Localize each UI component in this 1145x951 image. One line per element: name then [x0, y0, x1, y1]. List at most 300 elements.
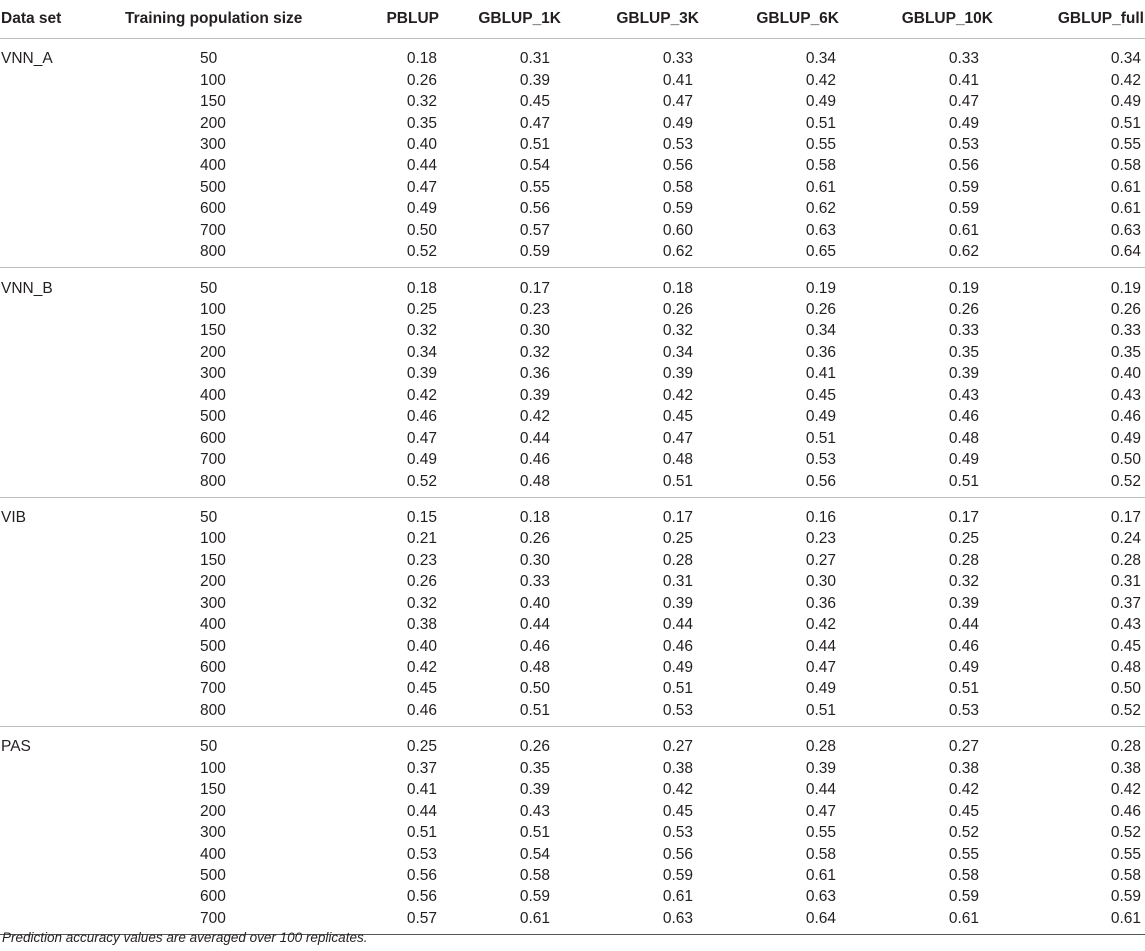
accuracy-value-cell: 0.42 [519, 408, 550, 426]
accuracy-value-cell: 0.44 [948, 616, 979, 634]
data-set-cell [0, 678, 100, 699]
header-gblup-10k: GBLUP_10K [868, 0, 1011, 39]
data-set-cell [0, 134, 100, 155]
accuracy-value-cell: 0.24 [1110, 530, 1141, 548]
table-row [0, 91, 1145, 112]
data-set-cell [0, 843, 100, 864]
accuracy-value-cell: 0.38 [948, 759, 979, 777]
accuracy-value-cell: 0.51 [439, 700, 582, 727]
accuracy-value-cell: 0.49 [948, 659, 979, 677]
data-set-cell: VNN_B [1, 279, 53, 297]
training-size-cell: 400 [200, 616, 226, 634]
accuracy-value-cell: 0.42 [1110, 71, 1141, 89]
accuracy-value-cell: 0.40 [1110, 365, 1141, 383]
accuracy-value-cell: 0.45 [662, 408, 693, 426]
accuracy-value-cell: 0.53 [868, 700, 1011, 727]
header-row [0, 0, 1145, 39]
table-row [0, 177, 1145, 198]
accuracy-value-cell: 0.61 [1110, 178, 1141, 196]
accuracy-value-cell: 0.55 [519, 178, 550, 196]
accuracy-value-cell: 0.39 [406, 365, 437, 383]
table-row [0, 198, 1145, 219]
accuracy-value-cell: 0.62 [805, 200, 836, 218]
data-set-cell [0, 657, 100, 678]
data-set-cell [0, 779, 100, 800]
accuracy-value-cell: 0.35 [406, 114, 437, 132]
data-set-cell [0, 177, 100, 198]
data-group-vnn-a [0, 39, 1145, 268]
accuracy-value-cell: 0.45 [662, 802, 693, 820]
data-set-cell: VNN_A [1, 50, 53, 68]
data-set-cell [0, 886, 100, 907]
accuracy-value-cell: 0.35 [1110, 343, 1141, 361]
table-row [0, 112, 1145, 133]
accuracy-value-cell: 0.19 [805, 279, 836, 297]
accuracy-value-cell: 0.43 [948, 386, 979, 404]
accuracy-value-cell: 0.60 [662, 221, 693, 239]
accuracy-value-cell: 0.34 [662, 343, 693, 361]
accuracy-value-cell: 0.53 [805, 451, 836, 469]
header-pblup: PBLUP [320, 0, 439, 39]
accuracy-value-cell: 0.58 [805, 157, 836, 175]
accuracy-value-cell: 0.61 [948, 221, 979, 239]
data-set-cell: PAS [1, 738, 31, 756]
accuracy-value-cell: 0.45 [519, 93, 550, 111]
table-row [0, 449, 1145, 470]
accuracy-value-cell: 0.46 [662, 637, 693, 655]
accuracy-value-cell: 0.51 [868, 470, 1011, 497]
accuracy-value-cell: 0.32 [948, 573, 979, 591]
accuracy-value-cell: 0.43 [1110, 616, 1141, 634]
table-row [0, 635, 1145, 656]
accuracy-value-cell: 0.31 [519, 50, 550, 68]
accuracy-value-cell: 0.59 [948, 888, 979, 906]
training-size-cell: 50 [200, 279, 218, 297]
training-size-cell: 600 [200, 200, 226, 218]
training-size-cell: 200 [200, 573, 226, 591]
table-row [0, 528, 1145, 549]
accuracy-value-cell: 0.28 [805, 738, 836, 756]
accuracy-value-cell: 0.17 [662, 508, 693, 526]
accuracy-value-cell: 0.58 [662, 178, 693, 196]
data-set-cell [0, 69, 100, 90]
accuracy-value-cell: 0.57 [320, 908, 439, 935]
header-gblup-3k: GBLUP_3K [582, 0, 725, 39]
training-size-cell: 600 [200, 659, 226, 677]
accuracy-value-cell: 0.44 [662, 616, 693, 634]
training-size-cell: 700 [200, 221, 226, 239]
accuracy-value-cell: 0.41 [805, 365, 836, 383]
accuracy-value-cell: 0.37 [1110, 594, 1141, 612]
accuracy-value-cell: 0.55 [805, 135, 836, 153]
accuracy-value-cell: 0.51 [948, 680, 979, 698]
accuracy-value-cell: 0.47 [662, 93, 693, 111]
accuracy-value-cell: 0.44 [519, 616, 550, 634]
accuracy-value-cell: 0.26 [406, 71, 437, 89]
accuracy-value-cell: 0.58 [1110, 866, 1141, 884]
accuracy-value-cell: 0.30 [805, 573, 836, 591]
accuracy-value-cell: 0.28 [1110, 738, 1141, 756]
accuracy-value-cell: 0.46 [948, 637, 979, 655]
accuracy-value-cell: 0.52 [1011, 700, 1145, 727]
accuracy-value-cell: 0.51 [519, 824, 550, 842]
accuracy-value-cell: 0.48 [439, 470, 582, 497]
training-size-cell: 150 [200, 551, 226, 569]
accuracy-value-cell: 0.46 [519, 451, 550, 469]
accuracy-value-cell: 0.59 [948, 200, 979, 218]
accuracy-value-cell: 0.53 [406, 845, 437, 863]
accuracy-value-cell: 0.33 [519, 573, 550, 591]
accuracy-value-cell: 0.42 [948, 781, 979, 799]
accuracy-value-cell: 0.53 [662, 824, 693, 842]
accuracy-value-cell: 0.27 [805, 551, 836, 569]
accuracy-value-cell: 0.42 [662, 386, 693, 404]
accuracy-value-cell: 0.27 [662, 738, 693, 756]
training-size-cell: 100 [200, 71, 226, 89]
table-footnote: Prediction accuracy values are averaged over 100 replicates. [2, 930, 368, 945]
accuracy-value-cell: 0.51 [805, 429, 836, 447]
accuracy-value-cell: 0.26 [519, 738, 550, 756]
accuracy-value-cell: 0.35 [948, 343, 979, 361]
accuracy-value-cell: 0.58 [1110, 157, 1141, 175]
accuracy-value-cell: 0.49 [1110, 429, 1141, 447]
table-header [0, 0, 1145, 39]
accuracy-value-cell: 0.61 [805, 866, 836, 884]
accuracy-value-cell: 0.61 [1011, 908, 1145, 935]
accuracy-value-cell: 0.19 [948, 279, 979, 297]
data-set-cell [0, 320, 100, 341]
accuracy-value-cell: 0.46 [519, 637, 550, 655]
accuracy-value-cell: 0.51 [519, 135, 550, 153]
accuracy-value-cell: 0.49 [948, 451, 979, 469]
table-row [0, 886, 1145, 907]
accuracy-value-cell: 0.21 [406, 530, 437, 548]
accuracy-value-cell: 0.59 [519, 888, 550, 906]
accuracy-value-cell: 0.47 [805, 802, 836, 820]
training-size-cell: 50 [200, 738, 218, 756]
table-row [0, 614, 1145, 635]
accuracy-value-cell: 0.55 [948, 845, 979, 863]
training-size-cell: 400 [200, 386, 226, 404]
accuracy-value-cell: 0.39 [662, 365, 693, 383]
accuracy-value-cell: 0.54 [519, 157, 550, 175]
accuracy-value-cell: 0.53 [948, 135, 979, 153]
accuracy-value-cell: 0.51 [1110, 114, 1141, 132]
accuracy-value-cell: 0.33 [948, 322, 979, 340]
data-group-vib [0, 497, 1145, 726]
training-size-cell: 100 [200, 530, 226, 548]
header-gblup-6k: GBLUP_6K [725, 0, 868, 39]
accuracy-value-cell: 0.25 [948, 530, 979, 548]
accuracy-value-cell: 0.63 [805, 888, 836, 906]
accuracy-value-cell: 0.33 [662, 50, 693, 68]
accuracy-value-cell: 0.50 [519, 680, 550, 698]
accuracy-value-cell: 0.51 [805, 114, 836, 132]
accuracy-value-cell: 0.38 [662, 759, 693, 777]
table-row [0, 678, 1145, 699]
accuracy-value-cell: 0.26 [406, 573, 437, 591]
accuracy-value-cell: 0.41 [662, 71, 693, 89]
accuracy-value-cell: 0.44 [519, 429, 550, 447]
accuracy-value-cell: 0.52 [1011, 470, 1145, 497]
table-row [0, 241, 1145, 268]
data-set-cell [0, 700, 100, 727]
accuracy-value-cell: 0.47 [406, 178, 437, 196]
accuracy-value-cell: 0.39 [519, 71, 550, 89]
accuracy-value-cell: 0.30 [519, 322, 550, 340]
accuracy-value-cell: 0.18 [519, 508, 550, 526]
training-size-cell: 300 [200, 824, 226, 842]
accuracy-value-cell: 0.42 [805, 616, 836, 634]
table-row [0, 268, 1145, 299]
data-set-cell [0, 155, 100, 176]
accuracy-value-cell: 0.34 [1110, 50, 1141, 68]
accuracy-value-cell: 0.40 [519, 594, 550, 612]
training-size-cell: 50 [200, 50, 218, 68]
accuracy-value-cell: 0.38 [406, 616, 437, 634]
accuracy-value-cell: 0.27 [948, 738, 979, 756]
accuracy-value-cell: 0.32 [406, 594, 437, 612]
accuracy-value-cell: 0.49 [805, 93, 836, 111]
accuracy-value-cell: 0.26 [662, 301, 693, 319]
accuracy-value-cell: 0.45 [948, 802, 979, 820]
table-row [0, 299, 1145, 320]
accuracy-value-cell: 0.32 [406, 322, 437, 340]
accuracy-value-cell: 0.59 [1110, 888, 1141, 906]
accuracy-value-cell: 0.50 [1110, 451, 1141, 469]
accuracy-value-cell: 0.44 [406, 802, 437, 820]
accuracy-value-cell: 0.56 [406, 866, 437, 884]
data-set-cell [0, 342, 100, 363]
accuracy-value-cell: 0.26 [805, 301, 836, 319]
accuracy-value-cell: 0.51 [582, 470, 725, 497]
table-row [0, 800, 1145, 821]
table-row [0, 69, 1145, 90]
accuracy-value-cell: 0.59 [948, 178, 979, 196]
accuracy-value-cell: 0.47 [805, 659, 836, 677]
accuracy-value-cell: 0.28 [948, 551, 979, 569]
data-set-cell [0, 198, 100, 219]
accuracy-value-cell: 0.58 [805, 845, 836, 863]
accuracy-value-cell: 0.62 [868, 241, 1011, 268]
table-row [0, 571, 1145, 592]
accuracy-value-cell: 0.63 [805, 221, 836, 239]
accuracy-value-cell: 0.39 [519, 386, 550, 404]
training-size-cell: 400 [200, 845, 226, 863]
table-row [0, 470, 1145, 497]
accuracy-value-cell: 0.51 [406, 824, 437, 842]
training-size-cell: 150 [200, 781, 226, 799]
table-row [0, 497, 1145, 528]
data-set-cell [0, 449, 100, 470]
accuracy-value-cell: 0.64 [1011, 241, 1145, 268]
accuracy-value-cell: 0.36 [805, 343, 836, 361]
accuracy-value-cell: 0.45 [1110, 637, 1141, 655]
header-data-set: Data set [0, 0, 100, 39]
accuracy-value-cell: 0.56 [725, 470, 868, 497]
accuracy-value-cell: 0.63 [582, 908, 725, 935]
header-training-population-size: Training population size [100, 0, 320, 39]
accuracy-value-cell: 0.16 [805, 508, 836, 526]
accuracy-value-cell: 0.28 [662, 551, 693, 569]
accuracy-value-cell: 0.39 [805, 759, 836, 777]
accuracy-value-cell: 0.56 [948, 157, 979, 175]
data-set-cell [0, 635, 100, 656]
accuracy-value-cell: 0.52 [948, 824, 979, 842]
data-set-cell [0, 385, 100, 406]
training-size-cell: 100 [200, 301, 226, 319]
accuracy-value-cell: 0.33 [1110, 322, 1141, 340]
data-group-pas [0, 727, 1145, 935]
table-row [0, 822, 1145, 843]
accuracy-value-cell: 0.18 [662, 279, 693, 297]
training-size-cell: 700 [200, 451, 226, 469]
table-row [0, 758, 1145, 779]
accuracy-value-cell: 0.44 [805, 781, 836, 799]
accuracy-value-cell: 0.34 [805, 322, 836, 340]
table-row [0, 843, 1145, 864]
accuracy-value-cell: 0.46 [948, 408, 979, 426]
accuracy-value-cell: 0.44 [805, 637, 836, 655]
accuracy-value-cell: 0.52 [320, 470, 439, 497]
accuracy-value-cell: 0.46 [1110, 408, 1141, 426]
header-gblup-full: GBLUP_full [1011, 0, 1145, 39]
training-size-cell: 150 [200, 93, 226, 111]
accuracy-value-cell: 0.45 [805, 386, 836, 404]
accuracy-value-cell: 0.34 [805, 50, 836, 68]
accuracy-value-cell: 0.51 [662, 680, 693, 698]
accuracy-value-cell: 0.59 [439, 241, 582, 268]
table-row [0, 342, 1145, 363]
data-group-vnn-b [0, 268, 1145, 497]
table-row [0, 220, 1145, 241]
accuracy-value-cell: 0.25 [406, 738, 437, 756]
table-row [0, 427, 1145, 448]
data-set-cell [0, 91, 100, 112]
training-size-cell: 800 [100, 700, 320, 727]
accuracy-value-cell: 0.36 [519, 365, 550, 383]
accuracy-value-cell: 0.65 [725, 241, 868, 268]
accuracy-value-cell: 0.19 [1110, 279, 1141, 297]
training-size-cell: 500 [200, 637, 226, 655]
training-size-cell: 500 [200, 408, 226, 426]
table-row [0, 779, 1145, 800]
accuracy-value-cell: 0.48 [662, 451, 693, 469]
accuracy-value-cell: 0.42 [662, 781, 693, 799]
accuracy-value-cell: 0.17 [1110, 508, 1141, 526]
accuracy-value-cell: 0.53 [662, 135, 693, 153]
training-size-cell: 500 [200, 866, 226, 884]
accuracy-value-cell: 0.62 [582, 241, 725, 268]
accuracy-value-cell: 0.52 [320, 241, 439, 268]
accuracy-value-cell: 0.63 [1110, 221, 1141, 239]
accuracy-value-cell: 0.49 [662, 114, 693, 132]
accuracy-value-cell: 0.55 [1110, 135, 1141, 153]
table-row [0, 134, 1145, 155]
accuracy-value-cell: 0.61 [439, 908, 582, 935]
accuracy-value-cell: 0.61 [662, 888, 693, 906]
accuracy-value-cell: 0.56 [662, 157, 693, 175]
accuracy-value-cell: 0.49 [805, 408, 836, 426]
accuracy-value-cell: 0.58 [948, 866, 979, 884]
training-size-cell: 200 [200, 114, 226, 132]
accuracy-value-cell: 0.49 [406, 451, 437, 469]
accuracy-value-cell: 0.23 [519, 301, 550, 319]
accuracy-value-cell: 0.52 [1110, 824, 1141, 842]
training-size-cell: 800 [100, 241, 320, 268]
accuracy-value-cell: 0.55 [1110, 845, 1141, 863]
accuracy-value-cell: 0.43 [1110, 386, 1141, 404]
training-size-cell: 600 [200, 888, 226, 906]
data-set-cell [0, 363, 100, 384]
data-set-cell [0, 112, 100, 133]
training-size-cell: 800 [100, 470, 320, 497]
data-set-cell: VIB [1, 508, 26, 526]
accuracy-value-cell: 0.56 [519, 200, 550, 218]
training-size-cell: 150 [200, 322, 226, 340]
accuracy-value-cell: 0.17 [519, 279, 550, 297]
accuracy-value-cell: 0.45 [406, 680, 437, 698]
accuracy-value-cell: 0.23 [805, 530, 836, 548]
accuracy-value-cell: 0.46 [406, 408, 437, 426]
accuracy-value-cell: 0.51 [725, 700, 868, 727]
data-set-cell [0, 528, 100, 549]
accuracy-value-cell: 0.47 [406, 429, 437, 447]
accuracy-value-cell: 0.42 [805, 71, 836, 89]
table-row [0, 406, 1145, 427]
accuracy-value-cell: 0.42 [1110, 781, 1141, 799]
accuracy-value-cell: 0.33 [948, 50, 979, 68]
accuracy-value-cell: 0.40 [406, 135, 437, 153]
accuracy-value-cell: 0.39 [948, 594, 979, 612]
accuracy-value-cell: 0.49 [662, 659, 693, 677]
training-size-cell: 50 [200, 508, 218, 526]
accuracy-value-cell: 0.47 [948, 93, 979, 111]
data-set-cell [0, 800, 100, 821]
accuracy-value-cell: 0.50 [406, 221, 437, 239]
accuracy-value-cell: 0.34 [406, 343, 437, 361]
accuracy-value-cell: 0.49 [1110, 93, 1141, 111]
training-size-cell: 500 [200, 178, 226, 196]
table-row [0, 700, 1145, 727]
accuracy-value-cell: 0.47 [519, 114, 550, 132]
accuracy-value-cell: 0.32 [519, 343, 550, 361]
accuracy-value-cell: 0.55 [805, 824, 836, 842]
accuracy-value-cell: 0.41 [948, 71, 979, 89]
data-set-cell [0, 571, 100, 592]
training-size-cell: 100 [200, 759, 226, 777]
accuracy-value-cell: 0.56 [406, 888, 437, 906]
training-size-cell: 300 [200, 594, 226, 612]
table-row [0, 320, 1145, 341]
data-set-cell [0, 593, 100, 614]
accuracy-value-cell: 0.61 [805, 178, 836, 196]
accuracy-value-cell: 0.49 [948, 114, 979, 132]
accuracy-value-cell: 0.38 [1110, 759, 1141, 777]
accuracy-value-cell: 0.25 [662, 530, 693, 548]
accuracy-value-cell: 0.46 [320, 700, 439, 727]
accuracy-value-cell: 0.30 [519, 551, 550, 569]
accuracy-value-cell: 0.53 [582, 700, 725, 727]
training-size-cell: 200 [200, 343, 226, 361]
accuracy-value-cell: 0.32 [406, 93, 437, 111]
accuracy-value-cell: 0.23 [406, 551, 437, 569]
data-set-cell [0, 470, 100, 497]
accuracy-value-cell: 0.31 [662, 573, 693, 591]
training-size-cell: 700 [100, 908, 320, 935]
accuracy-value-cell: 0.26 [519, 530, 550, 548]
accuracy-value-cell: 0.42 [406, 659, 437, 677]
